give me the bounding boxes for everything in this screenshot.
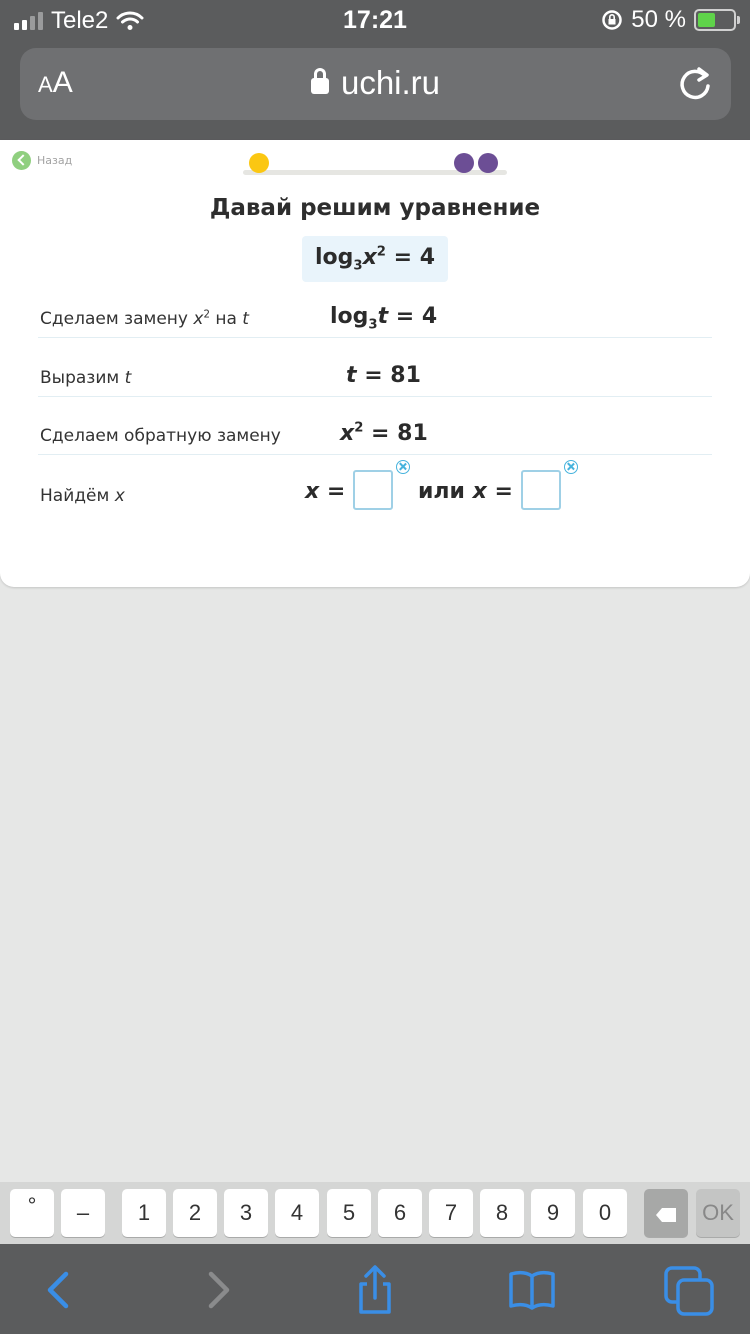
equation-rhs: = 4 — [393, 245, 436, 270]
lesson-card — [0, 140, 750, 587]
address-domain[interactable] — [20, 64, 731, 102]
expression-var: t — [377, 304, 389, 329]
step-row — [38, 280, 712, 338]
expression-var: t — [346, 363, 357, 388]
answer-input-1[interactable] — [353, 470, 393, 510]
answer-eq: = — [319, 479, 346, 504]
key-2[interactable]: 2 — [173, 1189, 217, 1237]
step-label: Сделаем обратную замену — [40, 426, 281, 446]
key-1[interactable]: 1 — [122, 1189, 166, 1237]
share-icon[interactable] — [347, 1262, 403, 1318]
carrier-name: Tele2 — [51, 7, 109, 34]
status-right — [601, 6, 736, 34]
clear-icon[interactable] — [564, 460, 578, 474]
battery-icon — [694, 9, 736, 31]
step-label-text: на — [209, 309, 243, 329]
tabs-icon[interactable] — [662, 1262, 718, 1318]
step-label-var: x — [193, 309, 204, 329]
expression-var: x — [340, 421, 355, 446]
log-base: 3 — [353, 258, 363, 274]
bookmarks-icon[interactable] — [504, 1262, 560, 1318]
browser-toolbar — [0, 1244, 750, 1334]
answer-var: x — [305, 479, 320, 504]
progress-dot-remaining — [478, 153, 498, 173]
step-label-var: t — [242, 309, 249, 329]
expression-rhs: = 81 — [363, 421, 428, 446]
answer-input-2[interactable] — [521, 470, 561, 510]
key-degree[interactable]: ° — [10, 1189, 54, 1237]
rotation-lock-icon — [601, 9, 623, 31]
back-label: Назад — [37, 154, 73, 167]
step-expression — [340, 421, 428, 446]
back-link[interactable] — [12, 151, 72, 170]
step-label-text: Выразим — [40, 368, 125, 388]
answer-expression — [305, 472, 586, 512]
chevron-left-icon — [12, 151, 31, 170]
text-size-button[interactable]: AA — [38, 66, 73, 99]
status-bar — [0, 0, 750, 44]
answer-var: x — [472, 479, 487, 504]
step-label — [40, 368, 131, 388]
key-minus[interactable]: – — [61, 1189, 105, 1237]
step-label-text: Найдём — [40, 486, 115, 506]
expression-rhs: = 81 — [356, 363, 421, 388]
step-label-exp: 2 — [203, 309, 210, 321]
expression-exp: 2 — [354, 420, 364, 436]
equation-exp: 2 — [376, 244, 386, 260]
math-keypad — [0, 1182, 750, 1244]
or-label: или — [417, 479, 465, 504]
main-equation: $\log_3x^2 = 4$ — [302, 236, 448, 282]
expression-rhs: = 4 — [388, 304, 438, 329]
key-5[interactable]: 5 — [327, 1189, 371, 1237]
page-title: Давай решим уравнение — [209, 195, 541, 221]
battery-percent: 50 % — [631, 6, 686, 33]
address-bar[interactable] — [20, 48, 731, 120]
answer-eq: = — [486, 479, 513, 504]
lock-icon — [311, 78, 329, 94]
reload-icon[interactable] — [675, 64, 715, 104]
back-arrow-icon[interactable] — [32, 1262, 88, 1318]
step-row — [38, 339, 712, 397]
progress-dot-current — [249, 153, 269, 173]
step-expression — [346, 363, 421, 388]
key-6[interactable]: 6 — [378, 1189, 422, 1237]
step-row — [38, 397, 712, 455]
browser-chrome-top — [0, 0, 750, 140]
key-7[interactable]: 7 — [429, 1189, 473, 1237]
step-row — [38, 456, 712, 514]
ok-key[interactable]: OK — [696, 1189, 740, 1237]
key-3[interactable]: 3 — [224, 1189, 268, 1237]
progress-dot-remaining — [454, 153, 474, 173]
step-label — [40, 486, 125, 506]
log-base: 3 — [368, 317, 378, 333]
domain-text: uchi.ru — [340, 64, 441, 101]
backspace-icon — [656, 1208, 676, 1222]
key-8[interactable]: 8 — [480, 1189, 524, 1237]
step-expression: $\log_3t = 4$ — [330, 304, 438, 333]
step-label-var: t — [124, 368, 132, 388]
step-label-text: Сделаем замену — [40, 309, 194, 329]
key-9[interactable]: 9 — [531, 1189, 575, 1237]
clear-icon[interactable] — [396, 460, 410, 474]
status-time: 17:21 — [343, 6, 407, 34]
key-0[interactable]: 0 — [583, 1189, 627, 1237]
step-label — [40, 309, 249, 329]
key-4[interactable]: 4 — [275, 1189, 319, 1237]
forward-arrow-icon — [189, 1262, 245, 1318]
backspace-key[interactable] — [644, 1189, 688, 1237]
equation-var: x — [362, 245, 377, 270]
step-label-var: x — [114, 486, 125, 506]
